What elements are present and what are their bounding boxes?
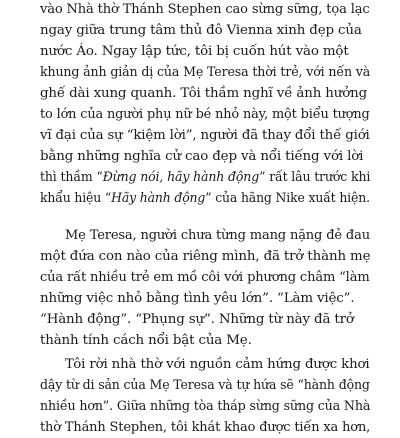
text-run: khẩu hiệu “ bbox=[40, 191, 112, 206]
italic-quote: Hãy hành động bbox=[111, 191, 206, 206]
text-line bbox=[65, 354, 370, 375]
text-run: khung ảnh giản dị của Mẹ Teresa thời trẻ, với nến và bbox=[40, 65, 371, 80]
text-line bbox=[40, 246, 370, 267]
text-line bbox=[40, 20, 362, 41]
text-line bbox=[40, 188, 370, 209]
text-run: vào Nhà thờ Thánh Stephen cao sừng sững, tọa lạc bbox=[40, 2, 370, 17]
text-run: thành tính cách nổi bật của Mẹ. bbox=[40, 333, 252, 348]
text-line bbox=[40, 125, 370, 146]
italic-quote: Đừng nói, hãy hành động bbox=[102, 170, 260, 185]
text-run: những việc nhỏ bằng tình yêu lớn”. “Làm việc”. bbox=[40, 291, 355, 306]
text-run: nước Áo. Ngay lập tức, tôi bị cuốn hút vào một bbox=[40, 44, 349, 59]
text-line bbox=[40, 309, 354, 330]
text-line bbox=[40, 62, 370, 83]
text-run: nhiều hơn”. Giữa những tòa tháp sừng sững của Nhà bbox=[40, 399, 371, 414]
text-run: thờ Thánh Stephen, tôi khát khao được tiến xa hơn, bbox=[40, 420, 371, 435]
text-run: ” của hãng Nike xuất hiện. bbox=[205, 191, 370, 206]
text-line bbox=[40, 267, 370, 288]
text-line bbox=[40, 396, 370, 417]
text-line bbox=[40, 83, 367, 104]
text-run: dậy từ di sản của Mẹ Teresa và tự hứa sẽ “hành động bbox=[40, 378, 370, 393]
text-run: ” rất lâu trước khi bbox=[259, 170, 371, 185]
text-line bbox=[40, 0, 370, 20]
text-line bbox=[40, 146, 363, 167]
text-run: vĩ đại của sự “kiệm lời”, người đã thay đổi thế giới bbox=[40, 128, 370, 143]
text-run: ghế dài xung quanh. Tôi thầm nghĩ về ảnh hưởng bbox=[40, 86, 368, 101]
text-run: của rất nhiều trẻ em mồ côi với phương châm “làm bbox=[40, 270, 370, 285]
text-run: bằng những nghĩa cử cao đẹp và nổi tiếng với lời bbox=[40, 149, 364, 164]
text-run: Mẹ Teresa, người chưa từng mang nặng đẻ đau bbox=[65, 228, 370, 243]
text-line bbox=[40, 417, 370, 438]
text-line bbox=[40, 288, 354, 309]
text-run: to lớn của người phụ nữ bé nhỏ này, một biểu tượng bbox=[40, 107, 370, 122]
text-run: ngay giữa trung tâm thủ đô Vienna xinh đẹp của bbox=[40, 23, 362, 38]
text-line bbox=[40, 104, 370, 125]
text-run: thì thầm “ bbox=[40, 170, 103, 185]
text-line bbox=[40, 375, 370, 396]
text-line bbox=[40, 330, 252, 351]
text-line bbox=[40, 167, 370, 188]
text-line bbox=[65, 225, 370, 246]
text-run: “Hành động”. “Phụng sự”. Những từ này đã trở bbox=[40, 312, 354, 327]
text-line bbox=[40, 41, 349, 62]
text-run: một đứa con nào của riêng mình, đã trở thành mẹ bbox=[40, 249, 371, 264]
text-run: Tôi rời nhà thờ với nguồn cảm hứng được khơi bbox=[65, 357, 370, 372]
